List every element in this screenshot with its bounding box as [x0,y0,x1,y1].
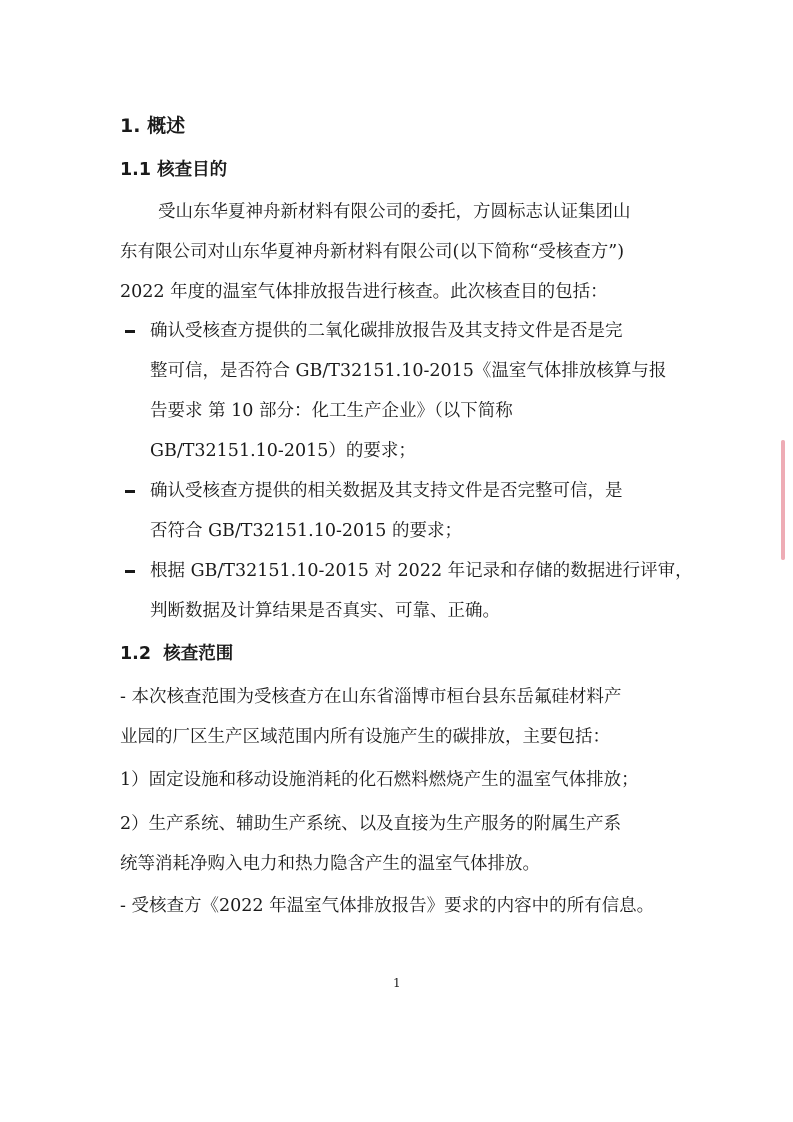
section-heading-1-1 [120,158,227,182]
scope-line: 2）生产系统、辅助生产系统、以及直接为生产服务的附属生产系 [120,814,622,834]
paragraph-line: 受山东华夏神舟新材料有限公司的委托，方圆标志认证集团山 [158,202,631,222]
bullet-line: 整可信，是否符合 GB/T32151.10-2015《温室气体排放核算与报 [150,361,667,381]
section-title: 核查目的 [157,160,228,180]
paragraph-line: 2022 年度的温室气体排放报告进行核查。此次核查目的包括： [120,282,608,302]
scope-line: 1）固定设施和移动设施消耗的化石燃料燃烧产生的温室气体排放； [120,770,639,790]
scope-line: - 受核查方《2022 年温室气体排放报告》要求的内容中的所有信息。 [120,896,655,916]
bullet-line: 判断数据及计算结果是否真实、可靠、正确。 [150,601,500,621]
section-heading-1 [120,114,185,138]
bullet-line: 确认受核查方提供的相关数据及其支持文件是否完整可信，是 [150,481,623,501]
section-number: 1.2 [120,644,152,664]
bullet-line: 确认受核查方提供的二氧化碳排放报告及其支持文件是否是完 [150,321,623,341]
bullet-line: 根据 GB/T32151.10-2015 对 2022 年记录和存储的数据进行评审， [150,561,693,581]
section-number: 1.1 [120,160,152,180]
section-title: 核查范围 [163,644,234,664]
section-number: 1. [120,115,141,137]
bullet-dash-icon [125,490,135,493]
scope-line: 业园的厂区生产区域范围内所有设施产生的碳排放，主要包括： [120,727,610,747]
bullet-line: 否符合 GB/T32151.10-2015 的要求； [150,521,462,541]
seal-edge-mark [781,440,785,560]
bullet-dash-icon [125,330,135,333]
scope-line: 统等消耗净购入电力和热力隐含产生的温室气体排放。 [120,854,540,874]
bullet-line: GB/T32151.10-2015）的要求； [150,441,416,461]
bullet-line: 告要求 第 10 部分：化工生产企业》（以下简称 [150,401,513,421]
scope-line: - 本次核查范围为受核查方在山东省淄博市桓台县东岳氟硅材料产 [120,687,622,707]
section-title: 概述 [147,115,186,137]
paragraph-line: 东有限公司对山东华夏神舟新材料有限公司(以下简称“受核查方”) [120,242,625,262]
bullet-dash-icon [125,570,135,573]
page-number: 1 [393,976,401,990]
section-heading-1-2 [120,642,233,666]
